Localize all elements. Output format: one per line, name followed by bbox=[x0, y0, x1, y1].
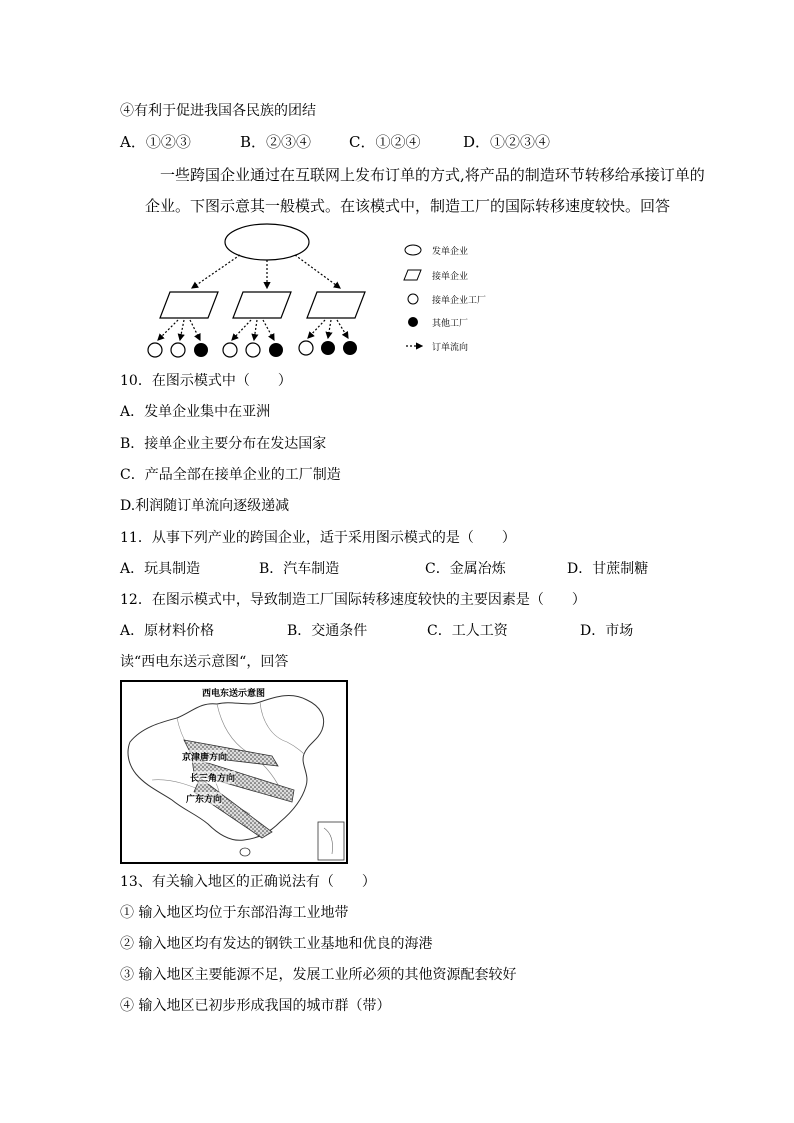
q10-stem: 10．在图示模式中（ ） bbox=[120, 373, 292, 389]
map-label-yangtze-delta: 长三角方向 bbox=[190, 771, 235, 784]
contractor-factory-node bbox=[223, 343, 237, 357]
other-factory-node bbox=[194, 343, 208, 357]
q10-option-a: A．发单企业集中在亚洲 bbox=[120, 404, 271, 420]
order-arrow bbox=[295, 255, 340, 288]
contractor-factory-node bbox=[171, 343, 185, 357]
order-arrow bbox=[263, 320, 274, 340]
contractor-node bbox=[160, 292, 218, 318]
q12-option-b: B．交通条件 bbox=[287, 623, 368, 639]
order-arrow bbox=[190, 320, 200, 340]
south-sea-inset bbox=[318, 822, 344, 860]
passage-line-2: 企业。下图示意其一般模式。在该模式中，制造工厂的国际转移速度较快。回答 bbox=[145, 197, 671, 215]
issuing-company-node bbox=[225, 224, 309, 260]
q10-option-d: D.利润随订单流向逐级递减 bbox=[120, 498, 290, 514]
q11-option-c: C．金属冶炼 bbox=[425, 561, 506, 577]
other-factory-node bbox=[343, 341, 357, 355]
q10-option-b: B．接单企业主要分布在发达国家 bbox=[120, 436, 327, 452]
order-arrow bbox=[192, 255, 240, 288]
prev-option-d: D．①②③④ bbox=[463, 133, 551, 151]
q12-stem: 12．在图示模式中，导致制造工厂国际转移速度较快的主要因素是（ ） bbox=[120, 592, 586, 608]
order-arrow bbox=[158, 320, 178, 340]
order-arrow bbox=[337, 320, 348, 338]
q12-option-a: A．原材料价格 bbox=[120, 623, 215, 639]
map-intro: 读“西电东送示意图“，回答 bbox=[120, 654, 289, 670]
prev-option-a: A．①②③ bbox=[120, 133, 191, 151]
q13-item-4: ④ 输入地区已初步形成我国的城市群（带） bbox=[120, 998, 391, 1014]
legend-label: 发单企业 bbox=[432, 247, 469, 257]
map-label-jingjintang: 京津唐方向 bbox=[182, 750, 227, 763]
q11-stem: 11．从事下列产业的跨国企业，适于采用图示模式的是（ ） bbox=[120, 530, 516, 546]
order-flow-diagram bbox=[140, 222, 500, 362]
order-arrow bbox=[308, 320, 325, 338]
parallelogram-icon bbox=[404, 270, 421, 280]
q12-option-d: D．市场 bbox=[580, 623, 634, 639]
q12-option-c: C．工人工资 bbox=[427, 623, 508, 639]
contractor-factory-node bbox=[246, 343, 260, 357]
order-arrow bbox=[180, 320, 184, 340]
hainan-island bbox=[240, 848, 250, 856]
contractor-factory-node bbox=[148, 343, 162, 357]
q11-option-a: A．玩具制造 bbox=[120, 561, 201, 577]
legend-label: 订单流向 bbox=[432, 343, 469, 353]
map-label-guangdong: 广东方向 bbox=[186, 792, 222, 805]
legend-label: 其他工厂 bbox=[432, 319, 469, 329]
q11-option-d: D．甘蔗制糖 bbox=[567, 561, 649, 577]
q13-item-1: ① 输入地区均位于东部沿海工业地带 bbox=[120, 905, 349, 921]
other-factory-node bbox=[321, 341, 335, 355]
statement-item-4: ④有利于促进我国各民族的团结 bbox=[120, 103, 316, 119]
filled-circle-icon bbox=[408, 317, 418, 327]
passage-line-1: 一些跨国企业通过在互联网上发布订单的方式,将产品的制造环节转移给承接订单的 bbox=[160, 166, 705, 184]
map-title: 西电东送示意图 bbox=[202, 689, 266, 699]
q13-stem: 13、有关输入地区的正确说法有（ ） bbox=[120, 874, 376, 890]
china-outline bbox=[128, 696, 324, 841]
legend-label: 接单企业 bbox=[432, 272, 469, 282]
legend-label: 接单企业工厂 bbox=[432, 296, 487, 306]
contractor-node bbox=[233, 292, 291, 318]
other-factory-node bbox=[269, 343, 283, 357]
order-arrow bbox=[232, 320, 251, 340]
open-circle-icon bbox=[408, 294, 418, 304]
order-arrow bbox=[328, 320, 331, 338]
prev-option-c: C．①②④ bbox=[349, 133, 421, 151]
contractor-node bbox=[307, 292, 365, 318]
contractor-factory-node bbox=[299, 341, 313, 355]
ellipse-icon bbox=[405, 245, 421, 255]
order-arrow bbox=[254, 320, 257, 340]
prev-option-b: B．②③④ bbox=[240, 133, 312, 151]
q13-item-3: ③ 输入地区主要能源不足，发展工业所必须的其他资源配套较好 bbox=[120, 967, 517, 983]
q10-option-c: C．产品全部在接单企业的工厂制造 bbox=[120, 467, 341, 483]
q13-item-2: ② 输入地区均有发达的钢铁工业基地和优良的海港 bbox=[120, 936, 433, 952]
q11-option-b: B．汽车制造 bbox=[259, 561, 340, 577]
west-east-power-map bbox=[120, 680, 348, 864]
